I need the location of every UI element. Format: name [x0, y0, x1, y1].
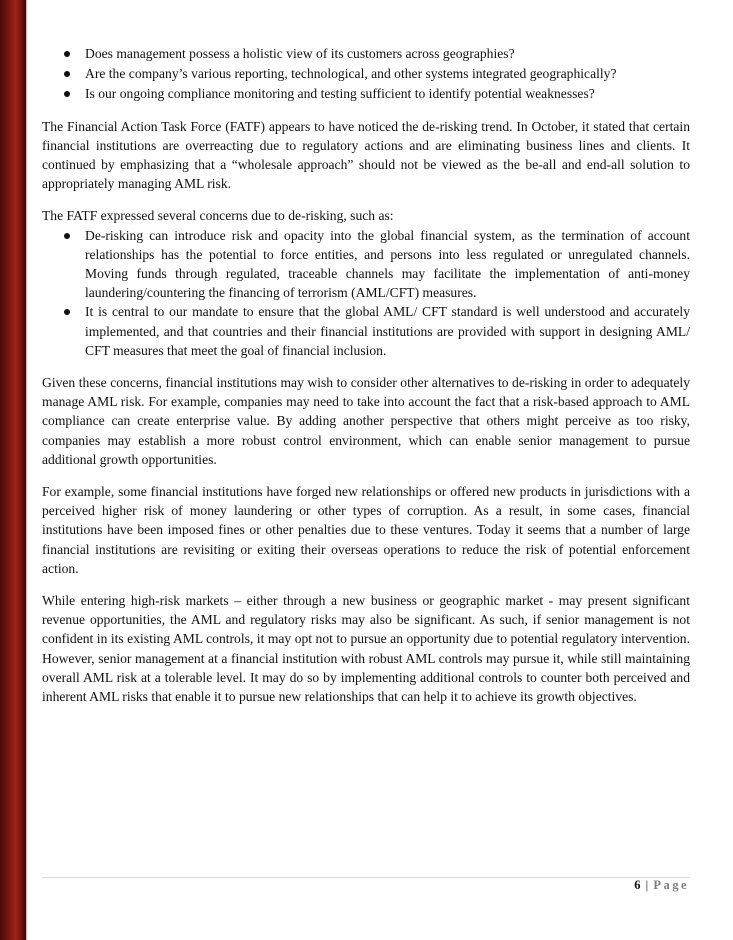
list-item: Is our ongoing compliance monitoring and testing sufficient to identify potential weaknesses?	[42, 84, 690, 103]
concerns-list	[42, 226, 690, 360]
paragraph-example: For example, some financial institutions have forged new relationships or offered new products in jurisdictions with a perceived higher risk of money laundering or other types of corruption. As a result, in some cases, financial institutions have been imposed fines or other penalties due to these ventures. Today it seems that a number of large financial institutions are revisiting or exiting their overseas operations to reduce the risk of potential enforcement action.	[42, 484, 690, 576]
paragraph-fatf-concerns-intro: The FATF expressed several concerns due to de-risking, such as:	[42, 208, 394, 224]
list-item: It is central to our mandate to ensure that the global AML/ CFT standard is well understood and accurately implemented, and that countries and their financial institutions are provided with support in designing AML/ CFT measures that meet the goal of financial inclusion.	[42, 302, 690, 360]
paragraph-high-risk: While entering high-risk markets – either through a new business or geographic market - may present significant revenue opportunities, the AML and regulatory risks may also be significant. As such, if senior management is not confident in its existing AML controls, it may opt not to pursue an opportunity due to potential regulatory intervention. However, senior management at a financial institution with robust AML controls may pursue it, while still maintaining overall AML risk at a tolerable level. It may do so by implementing additional controls to counter both perceived and inherent AML risks that enable it to pursue new relationships that can help it to achieve its growth objectives.	[42, 593, 690, 705]
list-item: Does management possess a holistic view of its customers across geographies?	[42, 44, 690, 63]
questions-list	[42, 44, 690, 104]
page-number: 6	[634, 878, 641, 892]
page-footer	[634, 877, 689, 893]
list-item: De-risking can introduce risk and opacity into the global financial system, as the termination of account relationships has the potential to force entities, and persons into less regulated or unregulated channels. Moving funds through regulated, traceable channels may facilitate the implementation of anti-money laundering/countering the financing of terrorism (AML/CFT) measures.	[42, 226, 690, 303]
footer-divider	[42, 877, 690, 878]
footer-separator: |	[645, 878, 649, 892]
page-content	[42, 44, 690, 706]
page-label: Page	[653, 878, 689, 892]
list-item: Are the company’s various reporting, technological, and other systems integrated geographically?	[42, 64, 690, 83]
paragraph-fatf-notice: The Financial Action Task Force (FATF) appears to have noticed the de-risking trend. In October, it stated that certain financial institutions are overreacting due to regulatory actions and are eliminating business lines and clients. It continued by emphasizing that a “wholesale approach” should not be viewed as the be-all and end-all solution to appropriately managing AML risk.	[42, 118, 690, 192]
decorative-left-bar	[0, 0, 26, 940]
paragraph-alternatives: Given these concerns, financial institutions may wish to consider other alternatives to de-risking in order to adequately manage AML risk. For example, companies may need to take into account the fact that a risk-based approach to AML compliance can create enterprise value. By adding another perspective that others might perceive as too risky, companies may establish a more robust control environment, which can enable senior management to pursue additional growth opportunities.	[42, 375, 690, 467]
